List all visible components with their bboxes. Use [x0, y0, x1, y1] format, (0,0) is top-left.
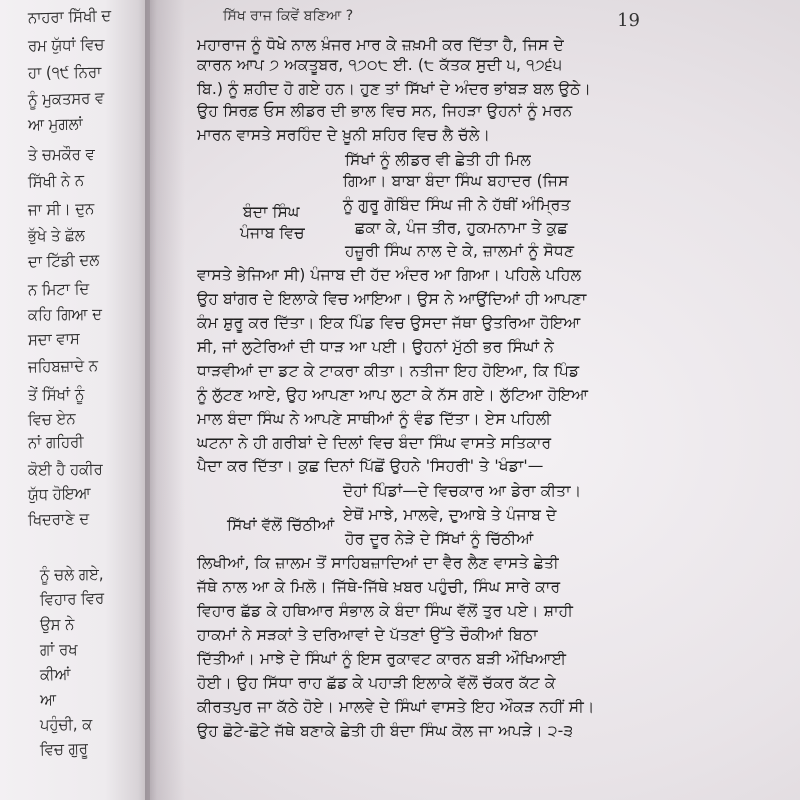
body-line: ਹੋਰ ਦੂਰ ਨੇੜੇ ਦੇ ਸਿੱਖਾਂ ਨੂੰ ਚਿੱਠੀਆਂ: [345, 530, 534, 548]
left-page-line: ਯੁੱਧ ਹੋਇਆ: [27, 483, 91, 504]
body-line: ਏਥੋਂ ਮਾਝੇ, ਮਾਲਵੇ, ਦੁਆਬੇ ਤੇ ਪੰਜਾਬ ਦੇ: [343, 506, 557, 524]
left-page-line: ਤੇ ਚਮਕੌਰ ਵ: [27, 144, 95, 164]
body-line: ਹਜ਼ੂਰੀ ਸਿੰਘ ਨਾਲ ਦੇ ਕੇ, ਜ਼ਾਲਮਾਂ ਨੂੰ ਸੋਧਣ: [345, 242, 575, 260]
body-line: ਉਹ ਬਾਂਗਰ ਦੇ ਇਲਾਕੇ ਵਿਚ ਆਇਆ। ਉਸ ਨੇ ਆਉਂਦਿਆਂ ਹੀ ਆਪਣਾ: [197, 290, 587, 308]
left-page-line: ਜਾ ਸੀ। ਦੁਨ: [27, 198, 95, 219]
left-page-line: ਸਿੱਖੀ ਨੇ ਨ: [27, 170, 85, 191]
left-page-line: ਨਾਂ ਗਹਿਰੀ: [27, 431, 84, 452]
left-page-line: ਆ: [39, 689, 57, 709]
body-line: ਦੋਹਾਂ ਪਿੰਡਾਂ—ਦੇ ਵਿਚਕਾਰ ਆ ਡੇਰਾ ਕੀਤਾ।: [343, 482, 582, 500]
right-page: [165, 0, 800, 800]
body-line: ਉਹ ਸਿਰਫ਼ ਓਸ ਲੀਡਰ ਦੀ ਭਾਲ ਵਿਚ ਸਨ, ਜਿਹੜਾ ਉਹਨਾਂ ਨੂੰ ਮਰਨ: [197, 102, 573, 120]
side-note-line: ਬੰਦਾ ਸਿੰਘ: [243, 203, 300, 221]
body-line: ਕਾਰਨ ਆਪ ੭ ਅਕਤੂਬਰ, ੧੭੦੮ ਈ. (੮ ਕੱਤਕ ਸੁਦੀ ੫, ੧੭੬੫: [197, 56, 563, 74]
body-line: ਘਟਨਾ ਨੇ ਹੀ ਗਰੀਬਾਂ ਦੇ ਦਿਲਾਂ ਵਿਚ ਬੰਦਾ ਸਿੰਘ ਵਾਸਤੇ ਸਤਿਕਾਰ: [197, 434, 552, 452]
body-line: ਹੋਈ। ਉਹ ਸਿੱਧਾ ਰਾਹ ਛੱਡ ਕੇ ਪਹਾੜੀ ਇਲਾਕੇ ਵੱਲੋਂ ਚੱਕਰ ਕੱਟ ਕੇ: [197, 674, 556, 692]
left-page: [0, 0, 150, 800]
left-page-line: ਨੂੰ ਮੁਕਤਸਰ ਵ: [27, 87, 105, 109]
side-note-line: ਸਿੱਖਾਂ ਵੱਲੋਂ ਚਿੱਠੀਆਂ: [227, 516, 335, 534]
left-page-line: ਕੋਈ ਹੈ ਹਕੀਰ: [27, 459, 103, 479]
body-line: ਜੱਥੇ ਨਾਲ ਆ ਕੇ ਮਿਲੋ। ਜਿੱਥੇ-ਜਿੱਥੇ ਖ਼ਬਰ ਪਹੁੰਚੀ, ਸਿੰਘ ਸਾਰੇ ਕਾਰ: [197, 578, 561, 596]
left-page-line: ਭੁੱਖੇ ਤੇ ਛੱਲ: [27, 225, 85, 245]
body-line: ਕੀਰਤਪੁਰ ਜਾ ਕੱਠੇ ਹੋਏ। ਮਾਲਵੇ ਦੇ ਸਿੰਘਾਂ ਵਾਸਤੇ ਇਹ ਔਕੜ ਨਹੀਂ ਸੀ।: [197, 698, 595, 716]
body-line: ਉਹ ਛੋਟੇ-ਛੋਟੇ ਜੱਥੇ ਬਣਾਕੇ ਛੇਤੀ ਹੀ ਬੰਦਾ ਸਿੰਘ ਕੋਲ ਜਾ ਅਪੜੇ। ੨-੩: [197, 722, 574, 740]
left-page-line: ਰਮ ਯੁੱਧਾਂ ਵਿਚ: [27, 34, 105, 55]
body-line: ਬਿ.) ਨੂੰ ਸ਼ਹੀਦ ਹੋ ਗਏ ਹਨ। ਹੁਣ ਤਾਂ ਸਿੱਖਾਂ ਦੇ ਅੰਦਰ ਭਾਂਬੜ ਬਲ ਉਠੇ।: [197, 80, 592, 98]
left-page-line: ਉਸ ਨੇ: [39, 614, 75, 634]
left-page-line: ਕਹਿ ਗਿਆ ਦ: [27, 304, 103, 324]
body-line: ਮਹਾਰਾਜ ਨੂੰ ਧੋਖੇ ਨਾਲ ਖ਼ੰਜਰ ਮਾਰ ਕੇ ਜ਼ਖ਼ਮੀ ਕਰ ਦਿੱਤਾ ਹੈ, ਜਿਸ ਦੇ: [197, 36, 564, 54]
left-page-line: ਕੀਆਂ: [39, 664, 71, 684]
left-page-line: ਵਿਚ ਗੁਰੂ: [39, 738, 89, 759]
body-line: ਗਿਆ। ਬਾਬਾ ਬੰਦਾ ਸਿੰਘ ਬਹਾਦਰ (ਜਿਸ: [343, 172, 569, 190]
left-page-line: ਸਦਾ ਵਾਸ: [27, 328, 80, 349]
body-line: ਪੈਦਾ ਕਰ ਦਿੱਤਾ। ਕੁਛ ਦਿਨਾਂ ਪਿੱਛੋਂ ਉਹਨੇ 'ਸਿਹਰੀ' ਤੇ 'ਖੰਡਾ'—: [197, 457, 544, 475]
body-line: ਦਿੱਤੀਆਂ। ਮਾਝੇ ਦੇ ਸਿੰਘਾਂ ਨੂੰ ਇਸ ਰੁਕਾਵਟ ਕਾਰਨ ਬੜੀ ਔਖਿਆਈ: [197, 650, 567, 668]
left-page-line: ਨਾਹਰਾ ਸਿੱਖੀ ਦ: [27, 5, 112, 27]
body-line: ਵਿਹਾਰ ਛੱਡ ਕੇ ਹਥਿਆਰ ਸੰਭਾਲ ਕੇ ਬੰਦਾ ਸਿੰਘ ਵੱਲੋਂ ਤੁਰ ਪਏ। ਸ਼ਾਹੀ: [197, 602, 574, 620]
left-page-line: ਵਿਹਾਰ ਵਿਰ: [39, 588, 105, 609]
page-number: 19: [617, 10, 640, 31]
left-page-line: ਤੇਂ ਸਿੱਖਾਂ ਨੂੰ: [27, 384, 85, 404]
left-page-line: ਨ ਮਿਟਾ ਦਿ: [27, 278, 90, 299]
left-page-line: ਖਿਦਰਾਣੇ ਦ: [27, 508, 90, 529]
side-note-line: ਪੰਜਾਬ ਵਿਚ: [240, 224, 305, 242]
left-page-line: ਪਹੁੰਚੀ, ਕ: [39, 714, 93, 734]
body-line: ਨੂੰ ਗੁਰੂ ਗੋਬਿੰਦ ਸਿੰਘ ਜੀ ਨੇ ਹੱਥੀਂ ਅੰਮ੍ਰਿਤ: [343, 196, 571, 214]
left-page-line: ਜਹਿਬਜ਼ਾਦੇ ਨ: [27, 355, 99, 376]
body-line: ਮਾਰਨ ਵਾਸਤੇ ਸਰਹਿੰਦ ਦੇ ਖ਼ੂਨੀ ਸ਼ਹਿਰ ਵਿਚ ਲੈ ਚੱਲੇ।: [197, 126, 491, 144]
body-line: ਲਿਖੀਆਂ, ਕਿ ਜ਼ਾਲਮ ਤੋਂ ਸਾਹਿਬਜ਼ਾਦਿਆਂ ਦਾ ਵੈਰ ਲੈਣ ਵਾਸਤੇ ਛੇਤੀ: [197, 554, 559, 572]
body-line: ਵਾਸਤੇ ਭੇਜਿਆ ਸੀ) ਪੰਜਾਬ ਦੀ ਹੱਦ ਅੰਦਰ ਆ ਗਿਆ। ਪਹਿਲੇ ਪਹਿਲ: [197, 266, 582, 284]
body-line: ਸਿੱਖਾਂ ਨੂੰ ਲੀਡਰ ਵੀ ਛੇਤੀ ਹੀ ਮਿਲ: [345, 151, 531, 169]
left-page-line: ਵਿਚ ਏਨ: [27, 408, 76, 429]
left-page-line: ਹਾ (੧੯ ਨਿਰਾ: [27, 62, 102, 82]
left-page-line: ਗਾਂ ਰਖ: [39, 639, 78, 659]
body-line: ਹਾਕਮਾਂ ਨੇ ਸੜਕਾਂ ਤੇ ਦਰਿਆਵਾਂ ਦੇ ਪੱਤਣਾਂ ਉੱਤੇ ਚੌਕੀਆਂ ਬਿਠਾ: [197, 626, 538, 644]
body-line: ਛਕਾ ਕੇ, ਪੰਜ ਤੀਰ, ਹੁਕਮਨਾਮਾ ਤੇ ਕੁਛ: [355, 219, 568, 237]
body-line: ਸੀ, ਜਾਂ ਲੁਟੇਰਿਆਂ ਦੀ ਧਾੜ ਆ ਪਈ। ਉਹਨਾਂ ਮੁੱਠੀ ਭਰ ਸਿੰਘਾਂ ਨੇ: [197, 338, 554, 356]
body-line: ਨੂੰ ਲੁੱਟਣ ਆਏ, ਉਹ ਆਪਣਾ ਆਪ ਲੁਟਾ ਕੇ ਨੱਸ ਗਏ। ਲੁੱਟਿਆ ਹੋਇਆ: [197, 386, 589, 404]
left-page-line: ਦਾ ਟਿੱਡੀ ਦਲ: [27, 249, 100, 271]
left-page-line: ਆ ਮੁਗਲਾਂ: [27, 113, 83, 134]
running-head: ਸਿੱਖ ਰਾਜ ਕਿਵੇਂ ਬਣਿਆ ?: [223, 8, 354, 24]
left-page-line: ਨੂੰ ਚਲੇ ਗਏ,: [39, 564, 104, 584]
body-line: ਕੰਮ ਸ਼ੁਰੂ ਕਰ ਦਿੱਤਾ। ਇਕ ਪਿੰਡ ਵਿਚ ਉਸਦਾ ਜੱਥਾ ਉਤਰਿਆ ਹੋਇਆ: [197, 314, 581, 332]
body-line: ਮਾਲ ਬੰਦਾ ਸਿੰਘ ਨੇ ਆਪਣੇ ਸਾਥੀਆਂ ਨੂੰ ਵੰਡ ਦਿੱਤਾ। ਏਸ ਪਹਿਲੀ: [197, 410, 552, 428]
body-line: ਧਾੜਵੀਆਂ ਦਾ ਡਟ ਕੇ ਟਾਕਰਾ ਕੀਤਾ। ਨਤੀਜਾ ਇਹ ਹੋਇਆ, ਕਿ ਪਿੰਡ: [197, 362, 580, 380]
